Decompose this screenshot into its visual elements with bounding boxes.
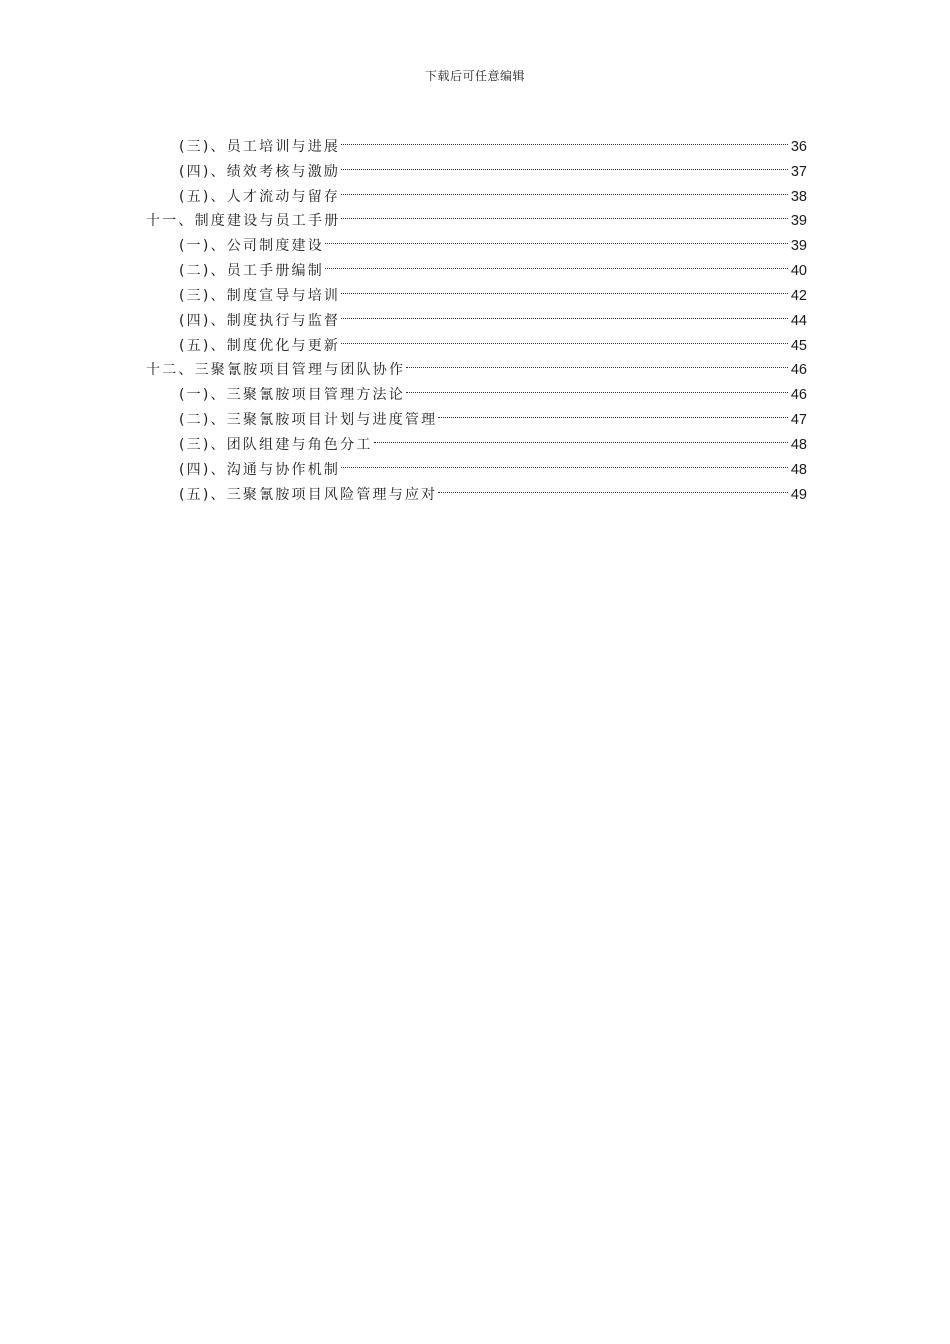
toc-entry-title: (三)、制度宣导与培训 [179, 287, 341, 304]
toc-entry-page: 39 [790, 213, 807, 230]
toc-entry-title: 十二、三聚氰胺项目管理与团队协作 [146, 362, 406, 379]
toc-entry-title: (五)、人才流动与留存 [179, 188, 341, 205]
toc-entry-title: (一)、三聚氰胺项目管理方法论 [179, 387, 405, 404]
toc-dot-leader [341, 176, 788, 201]
table-of-contents [146, 126, 807, 503]
toc-dot-leader [325, 225, 788, 250]
toc-entry-page: 47 [790, 412, 807, 429]
toc-dot-leader [341, 300, 788, 325]
toc-entry-title: (一)、公司制度建设 [179, 238, 324, 255]
toc-dot-leader [341, 201, 788, 226]
toc-entry-page: 45 [790, 337, 807, 354]
toc-entry-page: 36 [790, 138, 807, 155]
toc-entry-title: (二)、员工手册编制 [179, 263, 324, 280]
toc-entry-page: 37 [790, 163, 807, 180]
toc-entry-page: 42 [790, 287, 807, 304]
toc-entry-title: 十一、制度建设与员工手册 [146, 213, 341, 230]
toc-entry-title: (三)、员工培训与进展 [179, 138, 341, 155]
toc-dot-leader [341, 275, 788, 300]
toc-entry-page: 38 [790, 188, 807, 205]
toc-dot-leader [341, 449, 788, 474]
toc-entry-page: 39 [790, 238, 807, 255]
toc-entry-page: 46 [790, 362, 807, 379]
toc-entry-page: 48 [790, 436, 807, 453]
toc-entry-page: 49 [790, 486, 807, 503]
page-header: 下载后可任意编辑 [424, 69, 525, 83]
toc-dot-leader [438, 399, 788, 424]
toc-entry-title: (五)、制度优化与更新 [179, 337, 341, 354]
toc-entry[interactable] [146, 126, 807, 155]
toc-entry-page: 46 [790, 387, 807, 404]
toc-entry-title: (四)、沟通与协作机制 [179, 461, 341, 478]
toc-dot-leader [406, 374, 788, 399]
toc-entry-page: 40 [790, 263, 807, 280]
toc-entry-page: 44 [790, 312, 807, 329]
toc-entry-title: (四)、绩效考核与激励 [179, 163, 341, 180]
toc-entry-page: 48 [790, 461, 807, 478]
toc-entry-title: (三)、团队组建与角色分工 [179, 436, 373, 453]
toc-dot-leader [341, 126, 788, 151]
toc-entry-title: (五)、三聚氰胺项目风险管理与应对 [179, 486, 438, 503]
toc-dot-leader [438, 474, 788, 499]
toc-entry-title: (四)、制度执行与监督 [179, 312, 341, 329]
toc-dot-leader [406, 350, 788, 375]
toc-dot-leader [374, 424, 788, 449]
toc-dot-leader [341, 151, 788, 176]
toc-dot-leader [341, 325, 788, 350]
toc-entry-title: (二)、三聚氰胺项目计划与进度管理 [179, 412, 438, 429]
toc-dot-leader [325, 250, 788, 275]
